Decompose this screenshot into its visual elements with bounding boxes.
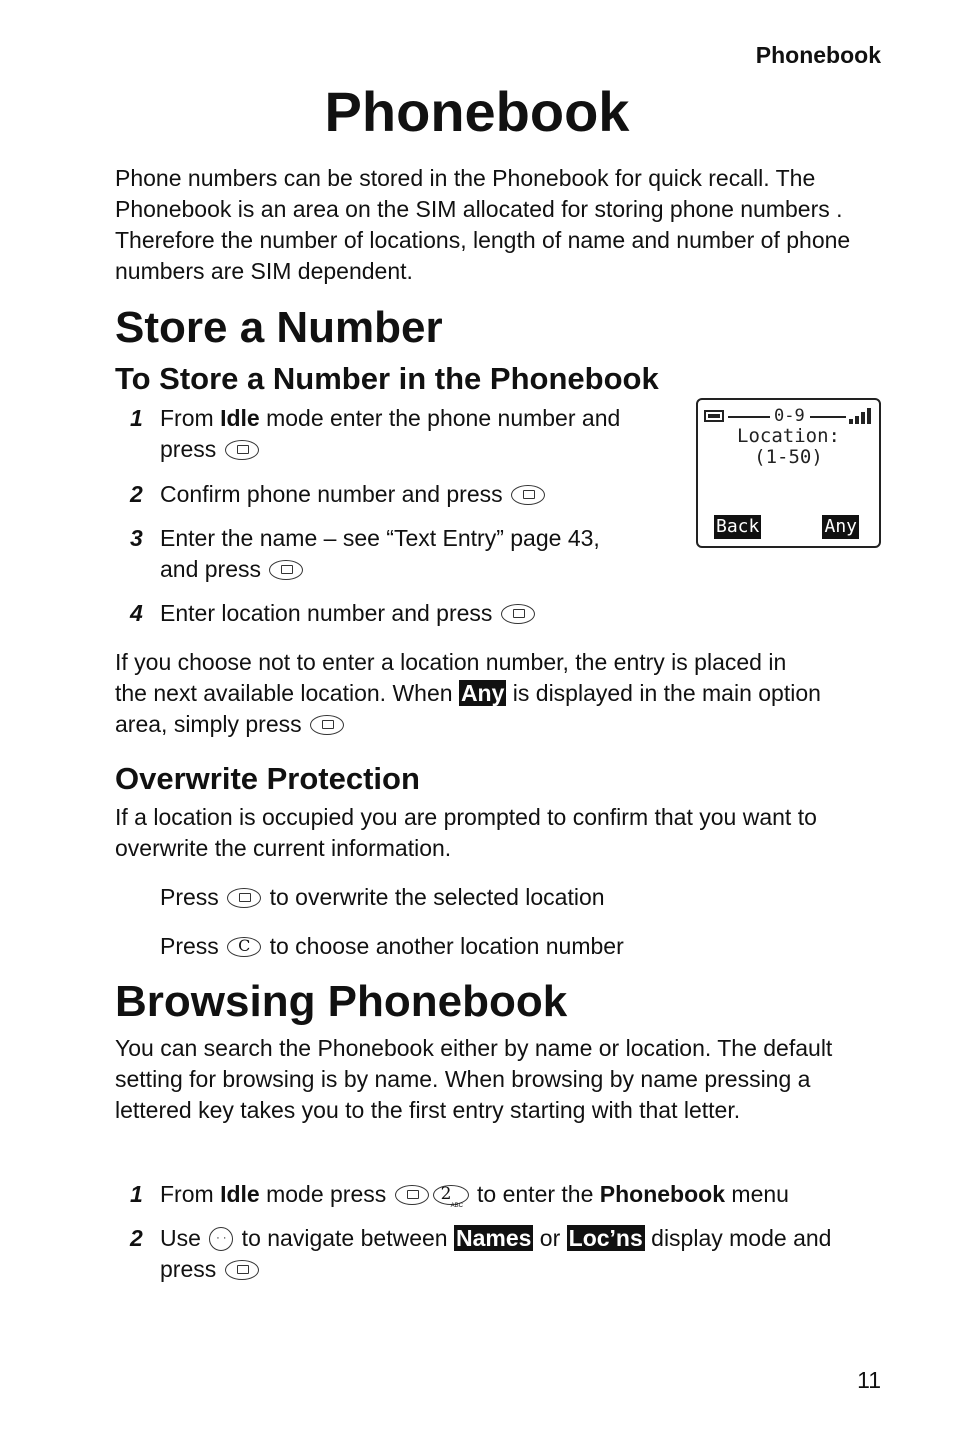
step-text: press <box>160 436 217 462</box>
ok-key-icon <box>225 440 259 460</box>
step-text: Confirm phone number and press <box>160 481 503 507</box>
press-overwrite-line <box>160 882 605 913</box>
idle-label: Idle <box>220 405 260 431</box>
step-text: or <box>533 1225 567 1251</box>
note-text: If you choose not to enter a location number, the entry is placed in <box>115 649 787 675</box>
step-text: and press <box>160 556 262 582</box>
step-text: Use <box>160 1225 201 1251</box>
browse-step-2 <box>115 1223 895 1285</box>
overwrite-text: If a location is occupied you are prompted to confirm that you want to overwrite the current information. <box>115 804 817 861</box>
phone-display <box>696 398 881 548</box>
names-mode-label: Names <box>455 1225 532 1251</box>
step-text: mode press <box>259 1181 387 1207</box>
step-number: 1 <box>130 1181 143 1207</box>
page-title: Phonebook <box>324 80 630 143</box>
page-number: 11 <box>857 1367 881 1393</box>
step-number: 1 <box>130 405 143 431</box>
store-subheading: To Store a Number in the Phonebook <box>115 361 659 396</box>
browse-text: You can search the Phonebook either by name or location. The default setting for browsing is by name. When browsing by name pressing a lettered key takes you to the first entry starting with that letter. <box>115 1035 833 1123</box>
ok-key-icon <box>225 1260 259 1280</box>
step-text: mode enter the phone number and <box>259 405 621 431</box>
ok-key-icon <box>501 604 535 624</box>
store-step-4 <box>115 598 675 629</box>
any-softkey-label: Any <box>460 680 505 706</box>
ok-key-icon <box>310 715 344 735</box>
ok-key-icon <box>227 888 261 908</box>
press-text: to overwrite the selected location <box>269 884 605 910</box>
divider <box>728 416 770 418</box>
store-step-2 <box>115 479 675 510</box>
note-text: area, simply press <box>115 711 302 737</box>
overwrite-heading: Overwrite Protection <box>115 761 420 796</box>
step-text: press <box>160 1256 217 1282</box>
step-number: 2 <box>130 1225 143 1251</box>
store-heading: Store a Number <box>115 303 443 352</box>
step-number: 3 <box>130 525 143 551</box>
ok-key-icon <box>269 560 303 580</box>
locations-mode-label: Loc’ns <box>568 1225 643 1251</box>
running-header: Phonebook <box>755 42 881 68</box>
ok-key-icon <box>395 1185 429 1205</box>
idle-label: Idle <box>220 1181 260 1207</box>
press-text: to choose another location number <box>269 933 624 959</box>
step-text: to enter the <box>470 1181 600 1207</box>
step-text: display mode and <box>644 1225 832 1251</box>
signal-icon <box>847 408 873 424</box>
phonebook-label: Phonebook <box>599 1181 726 1207</box>
softkey-back: Back <box>716 516 760 537</box>
store-step-3 <box>115 523 675 585</box>
status-bar <box>704 408 873 424</box>
display-line-2: (1-50) <box>754 446 823 468</box>
note-text: the next available location. When <box>115 680 459 706</box>
step-text: Enter the name – see “Text Entry” page 43, <box>160 525 600 551</box>
location-note <box>115 647 890 740</box>
step-number: 2 <box>130 481 143 507</box>
intro-paragraph: Phone numbers can be stored in the Phonebook for quick recall. The Phonebook is an area on the SIM allocated for storing phone numbers . Therefore the number of locations, length of name and number of phone numbers are SIM dependent. <box>115 165 851 284</box>
key-2-icon <box>433 1185 469 1205</box>
step-text: Enter location number and press <box>160 600 493 626</box>
battery-icon <box>704 410 724 422</box>
step-number: 4 <box>130 600 143 626</box>
step-text: From <box>160 405 221 431</box>
display-line-1: Location: <box>737 425 840 447</box>
ok-key-icon <box>511 485 545 505</box>
range-indicator: 0-9 <box>774 406 805 426</box>
browse-step-1 <box>115 1179 895 1210</box>
press-text: Press <box>160 884 219 910</box>
note-text: is displayed in the main option <box>506 680 821 706</box>
navigation-key-icon <box>209 1227 233 1251</box>
store-step-1 <box>115 403 675 465</box>
divider <box>810 416 846 418</box>
step-text: menu <box>725 1181 789 1207</box>
step-text: From <box>160 1181 221 1207</box>
step-text: to navigate between <box>235 1225 454 1251</box>
softkey-any: Any <box>824 516 857 537</box>
browse-heading: Browsing Phonebook <box>115 977 568 1026</box>
clear-key-icon <box>227 937 261 957</box>
press-clear-line <box>160 931 624 962</box>
press-text: Press <box>160 933 219 959</box>
